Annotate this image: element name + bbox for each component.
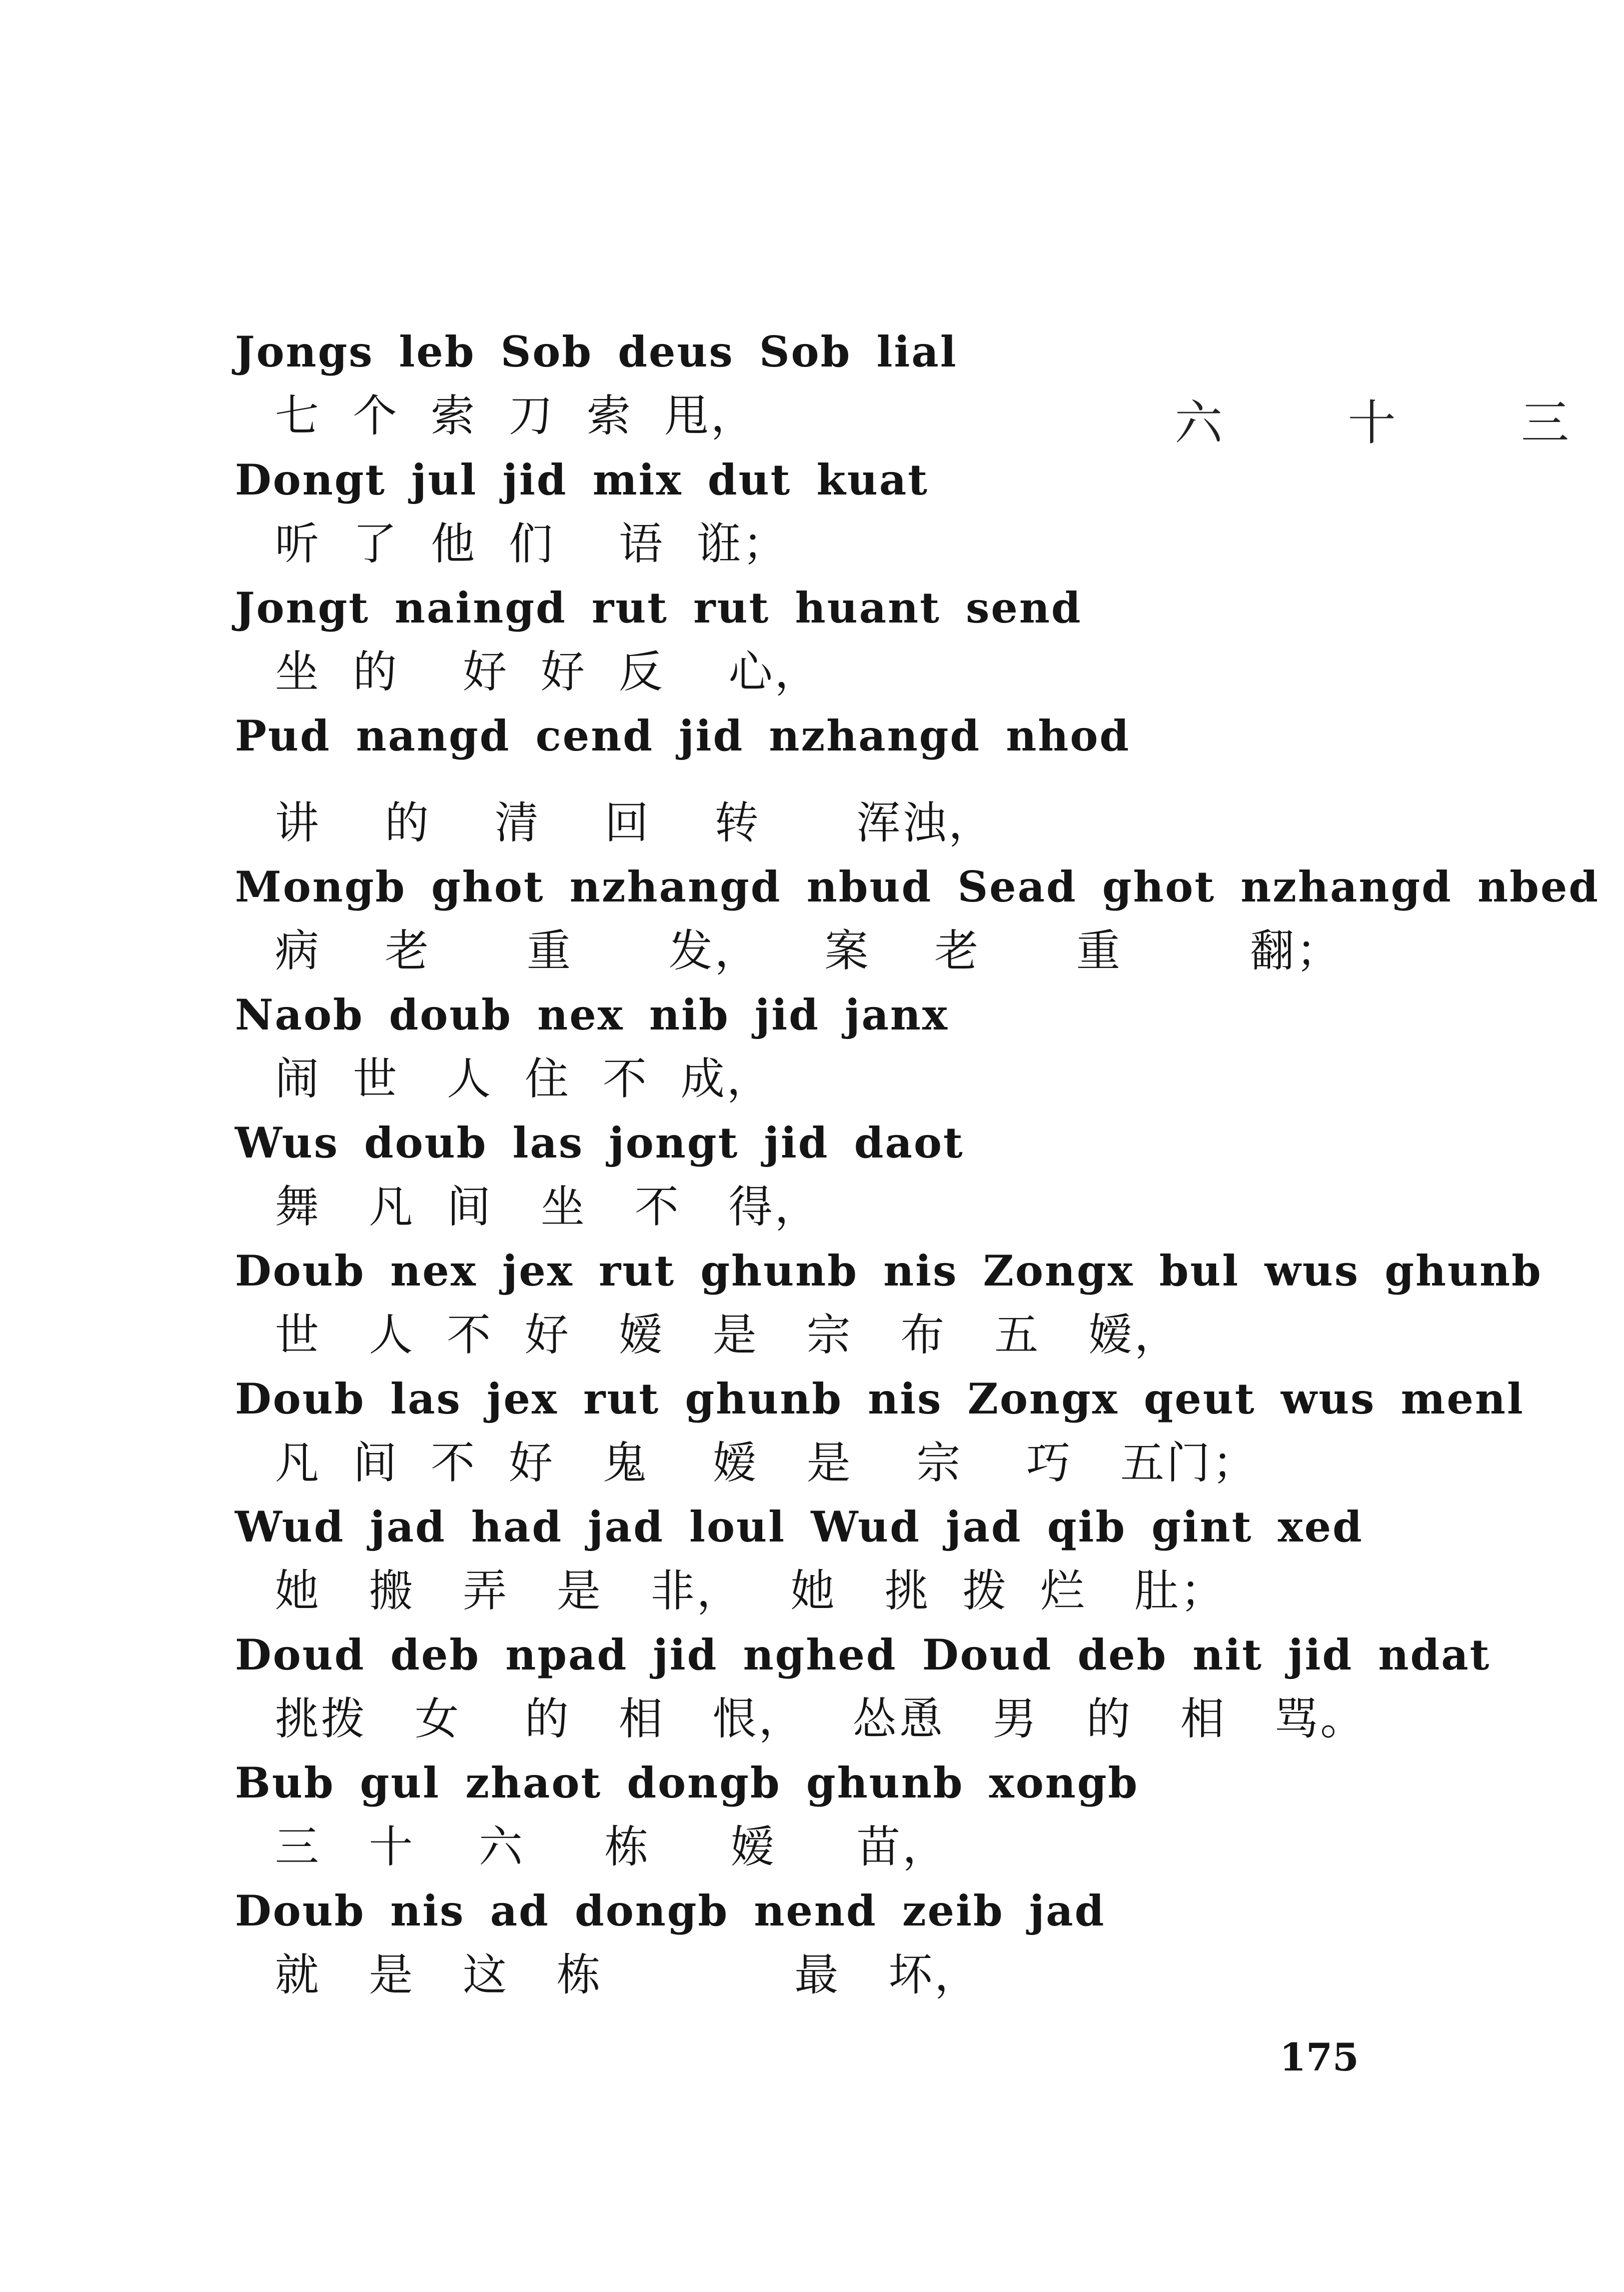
chinese-line-4: 讲 的 清 回 转 浑浊， <box>275 797 995 848</box>
chinese-line-7: 舞 凡 间 坐 不 得， <box>275 1181 821 1232</box>
romanized-line-12: Bub gul zhaot dongb ghunb xongb <box>235 1758 1139 1808</box>
chinese-line-3: 坐 的 好 好 反 心， <box>275 646 821 698</box>
chinese-line-12: 三 十 六 栋 嫒 苗， <box>275 1821 949 1872</box>
romanized-line-8: Doub nex jex rut ghunb nis Zongx bul wus ghunb <box>235 1246 1543 1296</box>
chinese-line-13: 就 是 这 栋 最 坏， <box>275 1949 981 2000</box>
chinese-line-1: 七 个 索 刀 索 甩， <box>275 390 757 442</box>
romanized-line-9: Doub las jex rut ghunb nis Zongx qeut wus menl <box>235 1374 1525 1424</box>
chinese-line-6: 闹 世 人 住 不 成， <box>275 1053 773 1104</box>
romanized-line-5: Mongb ghot nzhangd nbud Sead ghot nzhangd nbed <box>235 862 1600 912</box>
romanized-line-3: Jongt naingd rut rut huant send <box>235 583 1082 632</box>
spacer <box>235 768 1460 791</box>
romanized-line-6: Naob doub nex nib jid janx <box>235 990 949 1040</box>
romanized-line-10: Wud jad had jad loul Wud jad qib gint xed <box>235 1502 1364 1552</box>
chinese-line-11: 挑拨 女 的 相 恨， 怂恿 男 的 相 骂。 <box>275 1693 1367 1744</box>
chinese-line-10: 她 搬 弄 是 非， 她 挑 拨 烂 肚； <box>275 1565 1227 1616</box>
romanized-line-11: Doud deb npad jid nghed Doud deb nit jid ndat <box>235 1630 1491 1680</box>
romanized-line-13: Doub nis ad dongb nend zeib jad <box>235 1886 1106 1936</box>
romanized-line-4: Pud nangd cend jid nzhangd nhod <box>235 711 1131 760</box>
romanized-line-7: Wus doub las jongt jid daot <box>235 1118 964 1168</box>
verse-block <box>235 320 1600 2007</box>
chinese-line-9: 凡 间 不 好 鬼 嫒 是 宗 巧 五门； <box>275 1437 1259 1488</box>
page-number: 175 <box>1280 2035 1359 2080</box>
chinese-line-2: 听 了 他 们 语 诳； <box>275 518 789 570</box>
section-number: 六 十 三 <box>1175 395 1624 451</box>
chinese-line-5: 病 老 重 发， 案 老 重 翻； <box>275 925 1342 976</box>
romanized-line-1: Jongs leb Sob deus Sob lial <box>235 327 958 376</box>
chinese-line-8: 世 人 不 好 嫒 是 宗 布 五 嫒， <box>275 1309 1181 1360</box>
romanized-line-2: Dongt jul jid mix dut kuat <box>235 455 929 504</box>
